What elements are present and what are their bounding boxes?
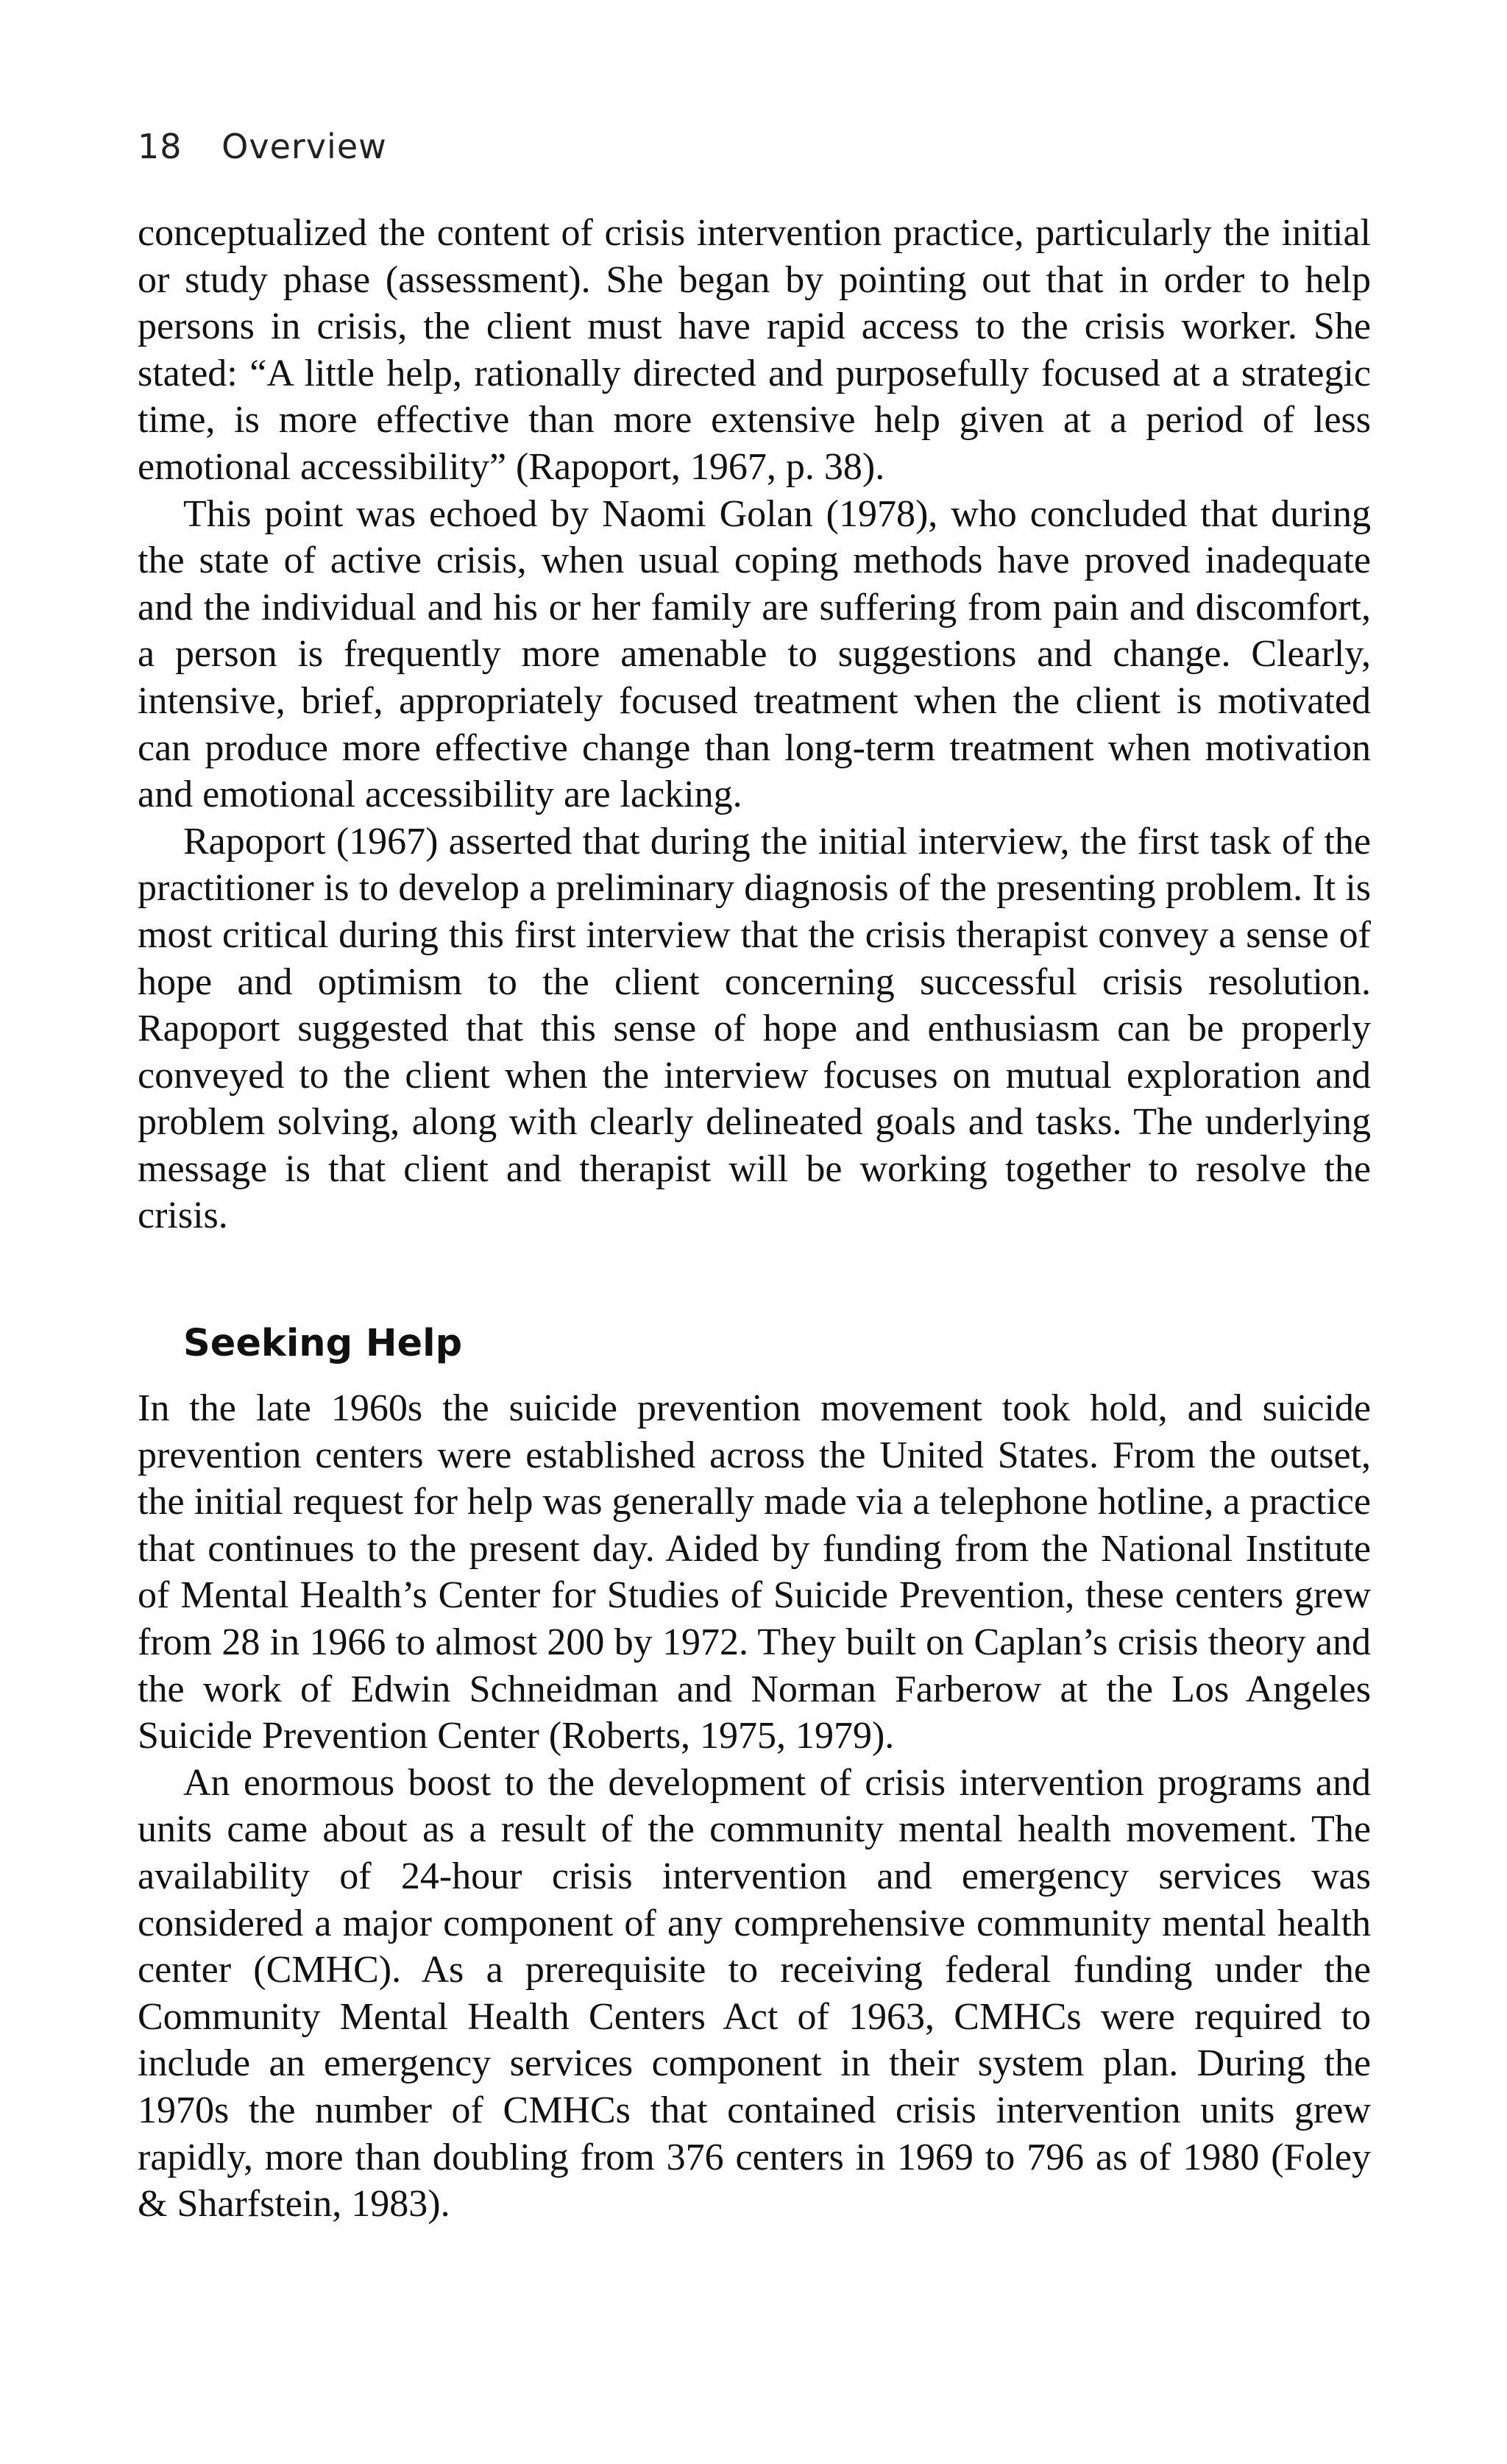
section-heading: Seeking Help [183, 1322, 463, 1366]
paragraph-3: Rapoport (1967) asserted that during the initial interview, the first task of the practitioner is to develop a preliminary diagnosis of the presenting problem. It is most critical during this first interview that the crisis therapist convey a sense of hope and optimism to the client concerning successful crisis resolution. Rapoport suggested that this sense of hope and enthusiasm can be properly conveyed to the client when the interview focuses on mutual exploration and problem solving, along with clearly delineated goals and tasks. The underlying message is that client and therapist will be working together to resolve the crisis. [138, 820, 1371, 1237]
body-text [138, 210, 1371, 2228]
running-head [138, 127, 387, 166]
paragraph-5: An enormous boost to the development of crisis intervention programs and units came about as a result of the community mental health movement. The availability of 24-hour crisis intervention and emergency services was considered a major component of any comprehensive community mental health center (CMHC). As a prerequisite to receiving federal funding under the Community Mental Health Centers Act of 1963, CMHCs were required to include an emergency services component in their system plan. During the 1970s the number of CMHCs that contained crisis intervention units grew rapidly, more than doubling from 376 centers in 1969 to 796 as of 1980 (Foley & Sharfstein, 1983). [138, 1761, 1371, 2226]
page-number: 18 [138, 127, 182, 166]
paragraph-2: This point was echoed by Naomi Golan (1978), who concluded that during the state of active crisis, when usual coping methods have proved inadequate and the individual and his or her family are suffering from pain and discomfort, a person is frequently more amenable to suggestions and change. Clearly, intensive, brief, appropriately focused treatment when the client is motivated can produce more effective change than long-term treatment when motivation and emotional accessibility are lacking. [138, 492, 1371, 816]
paragraph-4: In the late 1960s the suicide prevention movement took hold, and suicide prevention centers were established across the United States. From the outset, the initial request for help was generally made via a telephone hotline, a practice that continues to the present day. Aided by funding from the National Institute of Mental Health’s Center for Studies of Suicide Prevention, these centers grew from 28 in 1966 to almost 200 by 1972. They built on Caplan’s crisis theory and the work of Edwin Schneidman and Norman Farberow at the Los Angeles Suicide Prevention Center (Roberts, 1975, 1979). [138, 1387, 1371, 1757]
running-title: Overview [221, 127, 387, 166]
paragraph-1: conceptualized the content of crisis intervention practice, particularly the initial or study phase (assessment). She began by pointing out that in order to help persons in crisis, the client must have rapid access to the crisis worker. She stated: “A little help, rationally directed and purposefully focused at a strategic time, is more effective than more extensive help given at a period of less emotional accessibility” (Rapoport, 1967, p. 38). [138, 212, 1371, 488]
